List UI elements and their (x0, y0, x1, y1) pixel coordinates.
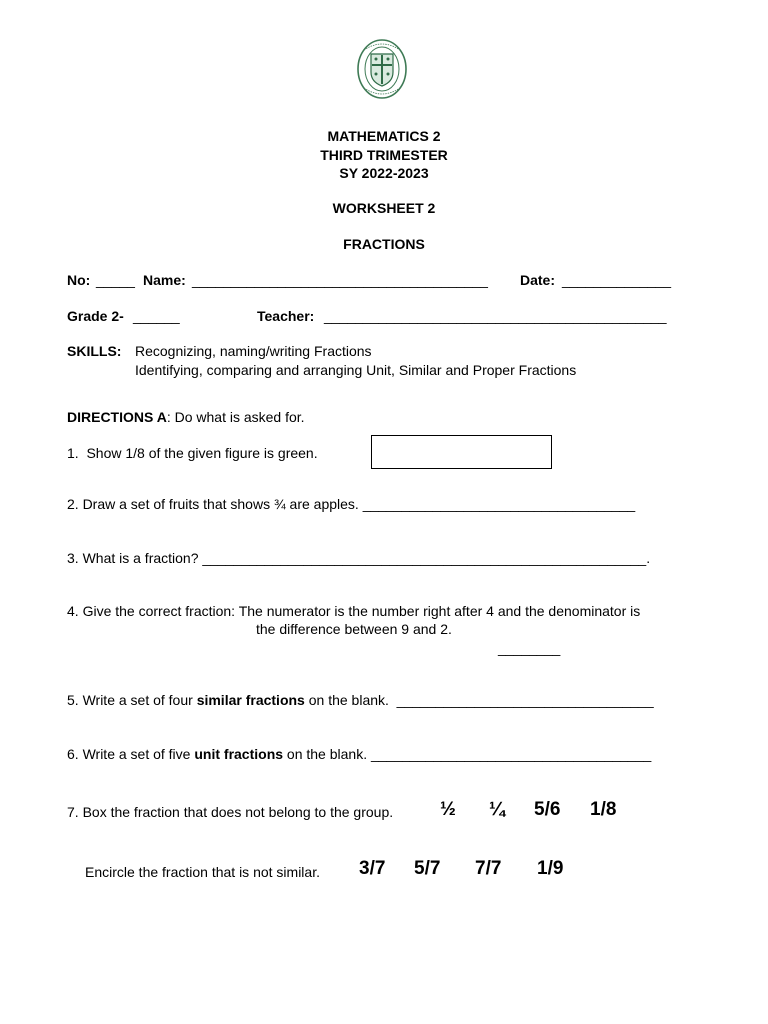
question-1: 1. Show 1/8 of the given figure is green. (67, 445, 318, 461)
grade-label: Grade 2- (67, 308, 124, 324)
question-6-suffix: on the blank. ____________________________________ (283, 746, 652, 762)
question-7: 7. Box the fraction that does not belong to the group. (67, 804, 394, 820)
directions-text: : Do what is asked for. (166, 409, 305, 425)
school-seal-logo (356, 38, 408, 100)
date-label: Date: (520, 272, 556, 288)
q7-fraction-3[interactable]: 5/6 (534, 799, 561, 820)
q7-fraction-4[interactable]: 1/8 (590, 799, 617, 820)
directions (67, 409, 305, 425)
question-encircle: Encircle the fraction that is not similar. (85, 864, 320, 880)
question-3: 3. What is a fraction? _________________________________________________________. (67, 550, 651, 566)
question-4-answer-blank[interactable]: ________ (498, 640, 561, 656)
encircle-fraction-3[interactable]: 7/7 (475, 858, 502, 879)
skills-label: SKILLS: (67, 343, 122, 359)
rectangle-figure[interactable] (371, 435, 552, 469)
question-4-line-2: the difference between 9 and 2. (256, 621, 452, 637)
date-blank[interactable]: ______________ (562, 272, 672, 288)
encircle-fraction-1[interactable]: 3/7 (359, 858, 386, 879)
question-6-prefix: 6. Write a set of five (67, 746, 195, 762)
question-6-bold: unit fractions (194, 746, 284, 762)
question-2: 2. Draw a set of fruits that shows ¾ are apples. ___________________________________ (67, 496, 636, 512)
directions-label: DIRECTIONS A (67, 409, 167, 425)
no-blank[interactable]: _____ (96, 272, 135, 288)
question-6 (67, 746, 651, 762)
topic-title: FRACTIONS (343, 236, 425, 252)
question-5 (67, 692, 654, 708)
teacher-blank[interactable]: ____________________________________________ (324, 308, 667, 324)
grade-blank[interactable]: ______ (133, 308, 180, 324)
teacher-label: Teacher: (257, 308, 315, 324)
encircle-fraction-2[interactable]: 5/7 (414, 858, 441, 879)
q7-fraction-1[interactable]: ½ (440, 799, 456, 820)
encircle-fraction-4[interactable]: 1/9 (537, 858, 564, 879)
trimester-title: THIRD TRIMESTER (320, 147, 448, 163)
name-label: Name: (143, 272, 186, 288)
q7-fraction-2[interactable]: ¼ (489, 799, 505, 820)
skills-line-1: Recognizing, naming/writing Fractions (135, 343, 372, 359)
name-blank[interactable]: ______________________________________ (192, 272, 488, 288)
subject-title: MATHEMATICS 2 (327, 128, 441, 144)
question-5-bold: similar fractions (196, 692, 305, 708)
no-label: No: (67, 272, 91, 288)
question-5-prefix: 5. Write a set of four (67, 692, 197, 708)
skills-line-2: Identifying, comparing and arranging Unit, Similar and Proper Fractions (135, 362, 577, 378)
question-4-line-1: 4. Give the correct fraction: The numerator is the number right after 4 and the denominator is (67, 603, 641, 619)
question-5-suffix: on the blank. _________________________________ (304, 692, 654, 708)
school-year-title: SY 2022-2023 (339, 165, 429, 181)
worksheet-title: WORKSHEET 2 (332, 200, 436, 216)
